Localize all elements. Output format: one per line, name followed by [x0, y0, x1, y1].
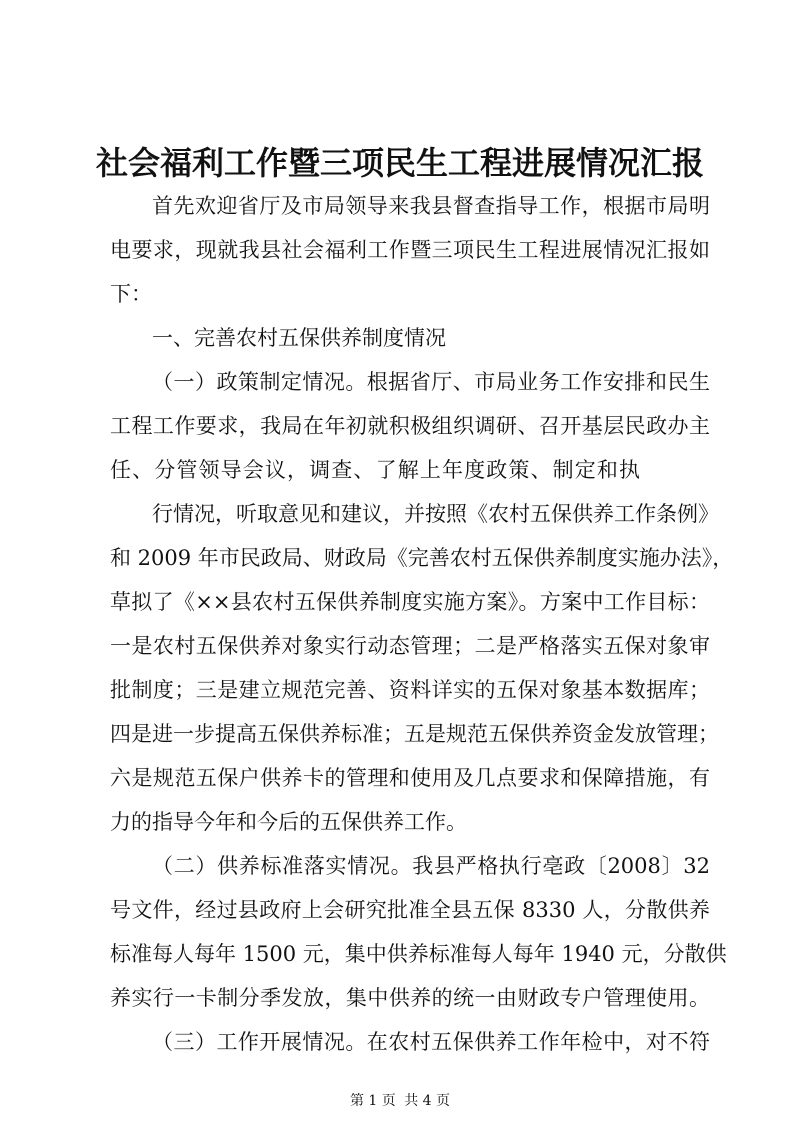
document-title: 社会福利工作暨三项民生工程进展情况汇报 — [95, 144, 704, 182]
body-line-1: 首先欢迎省厅及市局领导来我县督查指导工作，根据市局明 — [152, 194, 710, 218]
page-total: 共 4 页 — [404, 1093, 451, 1109]
body-line-9: 和 2009 年市民政局、财政局《完善农村五保供养制度实施办法》， — [110, 546, 734, 570]
section-heading-1: 一、完善农村五保供养制度情况 — [152, 326, 446, 350]
body-line-13: 四是进一步提高五保供养标准；五是规范五保供养资金发放管理； — [110, 722, 719, 746]
body-line-6: 工程工作要求，我局在年初就积极组织调研、召开基层民政办主 — [110, 414, 710, 438]
page-footer — [0, 1090, 800, 1110]
body-line-10: 草拟了《××县农村五保供养制度实施方案》。方案中工作目标： — [110, 590, 710, 614]
body-line-17: 号文件，经过县政府上会研究批准全县五保 8330 人，分散供养 — [110, 898, 710, 922]
body-line-14: 六是规范五保户供养卡的管理和使用及几点要求和保障措施，有 — [110, 766, 710, 790]
body-line-15: 力的指导今年和今后的五保供养工作。 — [110, 810, 467, 834]
body-line-5: （一）政策制定情况。根据省厅、市局业务工作安排和民生 — [152, 370, 710, 394]
body-line-18: 标准每人每年 1500 元，集中供养标准每人每年 1940 元，分散供 — [110, 942, 727, 966]
page-number: 第 1 页 — [349, 1093, 396, 1109]
body-line-11: 一是农村五保供养对象实行动态管理；二是严格落实五保对象审 — [110, 634, 710, 658]
body-line-19: 养实行一卡制分季发放，集中供养的统一由财政专户管理使用。 — [110, 986, 710, 1010]
body-line-20: （三）工作开展情况。在农村五保供养工作年检中，对不符 — [152, 1030, 710, 1054]
body-line-3: 下： — [110, 282, 152, 306]
body-line-12: 批制度；三是建立规范完善、资料详实的五保对象基本数据库； — [110, 678, 710, 702]
body-line-16: （二）供养标准落实情况。我县严格执行亳政〔2008〕32 — [152, 854, 710, 878]
body-line-8: 行情况，听取意见和建议，并按照《农村五保供养工作条例》 — [152, 502, 719, 526]
body-line-2: 电要求，现就我县社会福利工作暨三项民生工程进展情况汇报如 — [110, 238, 710, 262]
body-line-7: 任、分管领导会议，调查、了解上年度政策、制定和执 — [110, 458, 640, 482]
